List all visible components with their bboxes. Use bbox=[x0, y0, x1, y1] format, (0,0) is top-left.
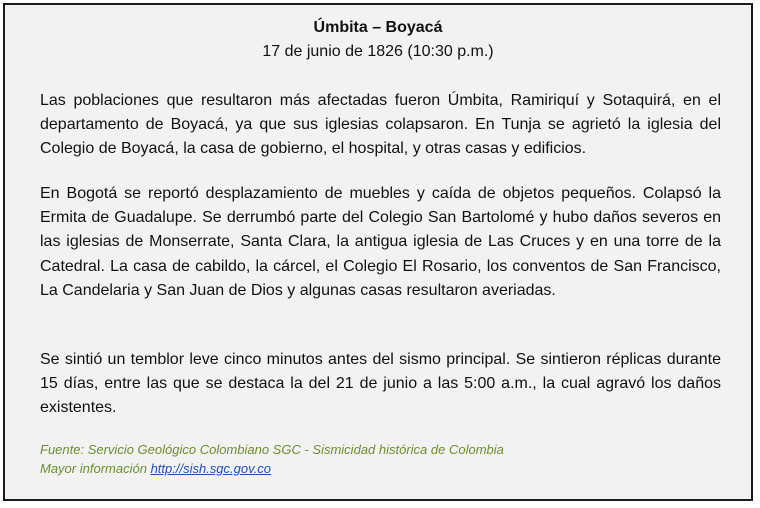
paragraph-bogota-damage: En Bogotá se reportó desplazamiento de muebles y caída de objetos pequeños. Colapsó la Ermita de Guadalupe. Se derrumbó parte del Colegio San Bartolomé y hubo daños severos en las iglesias de Monserrate, Santa Clara, la antigua iglesia de Las Cruces y en una torre de la Catedral. La casa de cabildo, la cárcel, el Colegio El Rosario, los conventos de San Francisco, La Candelaria y San Juan de Dios y algunas casas resultaron averiadas. bbox=[40, 185, 721, 299]
more-info-link[interactable]: http://sish.sgc.gov.co bbox=[150, 461, 271, 476]
source-citation: Fuente: Servicio Geológico Colombiano SGC - Sismicidad histórica de Colombia bbox=[40, 442, 504, 457]
more-info-label: Mayor información bbox=[40, 461, 147, 476]
event-date: 17 de junio de 1826 (10:30 p.m.) bbox=[262, 43, 494, 60]
paragraph-affected-towns: Las poblaciones que resultaron más afectadas fueron Úmbita, Ramiriquí y Sotaquirá, en el departamento de Boyacá, ya que sus iglesias colapsaron. En Tunja se agrietó la iglesia del Colegio de Boyacá, la casa de gobierno, el hospital, y otras casas y edificios. bbox=[40, 92, 721, 158]
earthquake-info-card bbox=[3, 3, 753, 501]
paragraph-aftershocks: Se sintió un temblor leve cinco minutos antes del sismo principal. Se sintieron réplicas durante 15 días, entre las que se destaca la del 21 de junio a las 5:00 a.m., la cual agravó los daños existentes. bbox=[40, 351, 721, 417]
card-title: Úmbita – Boyacá bbox=[313, 19, 443, 36]
more-info-line bbox=[40, 459, 271, 478]
